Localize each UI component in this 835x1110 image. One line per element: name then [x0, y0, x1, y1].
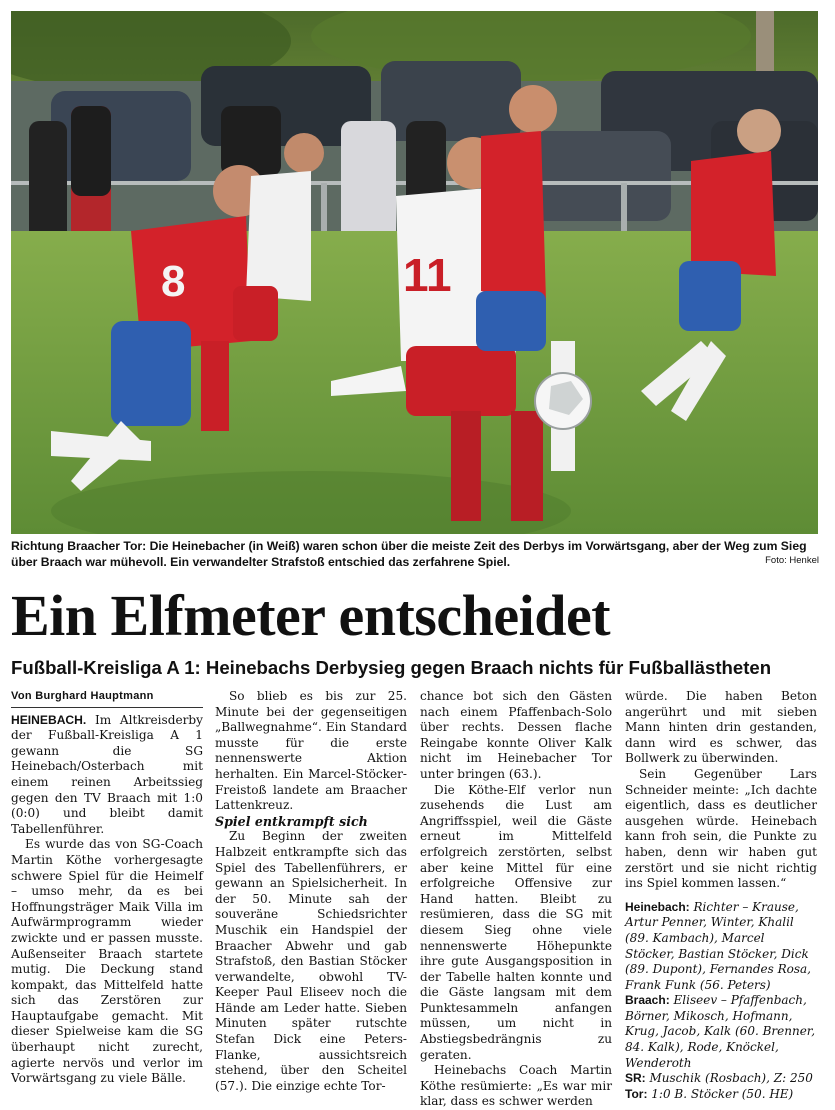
lineup-referee-label: SR:	[625, 1071, 646, 1086]
lineup-goal	[625, 1087, 817, 1103]
lineup-referee-text: Muschik (Rosbach), Z: 250	[649, 1071, 813, 1086]
photo-credit: Foto: Henkel	[765, 555, 819, 566]
article-paragraph: Sein Gegenüber Lars Schneider meinte: „Ich dachte eigentlich, dass es deutlicher ausgehen würde. Heinebach kann froh sein, die Punkte zu haben, denn wir haben gut zerstört und sie nicht richtig ins Spiel kommen lassen.“	[625, 766, 817, 891]
subheadline: Fußball-Kreisliga A 1: Heinebachs Derbysieg gegen Braach nichts für Fußballästheten	[11, 657, 772, 678]
lineup-home-label: Heinebach:	[625, 899, 690, 914]
article-paragraph: Es wurde das von SG-Coach Martin Köthe vorhergesagte schwere Spiel für die Heimelf – umso mehr, da es bei Hoffnungsträger Maik Villa im Aufwärmprogramm wieder zwickte und er passen musste. Außenseiter Braach startete mutig. Die Deckung stand kompakt, das Mittelfeld hatte sich das Zerstören zur Hauptaufgabe gemacht. Mit dieser Spielweise kam die SG überhaupt nicht zurecht, agierte nervös und verlor im Vorwärtsgang zu viele Bälle.	[11, 837, 203, 1086]
article-column-2	[215, 689, 407, 1094]
dateline: HEINEBACH.	[11, 712, 87, 727]
lineup-away-text: Eliseev – Pfaffenbach, Börner, Mikosch, Hofmann, Krug, Jacob, Kalk (60. Brenner, 84. Kalk), Rode, Knöckel, Wenderoth	[625, 993, 816, 1070]
article-paragraph: So blieb es bis zur 25. Minute bei der gegenseitigen „Ballwegnahme“. Ein Standard musste für die erste nennenswerte Aktion herhalten. Ein Marcel-Stöcker-Freistoß landete am Braacher Lattenkreuz.	[215, 689, 407, 813]
lineup-box	[625, 900, 817, 1103]
article-column-4	[625, 689, 817, 1102]
match-photo-illustration	[11, 11, 818, 534]
crosshead: Spiel entkrampft sich	[215, 813, 368, 829]
lineup-home-text: Richter – Krause, Artur Penner, Winter, Khalil (89. Kambach), Marcel Stöcker, Bastian Stöcker, Dick (89. Dupont), Fernandes Rosa, Frank Funk (56. Peters)	[625, 899, 811, 992]
match-photo	[11, 11, 818, 534]
lineup-away-label: Braach:	[625, 993, 670, 1008]
lineup-referee	[625, 1071, 817, 1087]
byline: Von Burghard Hauptmann	[11, 689, 203, 708]
article-paragraph: Die Köthe-Elf verlor nun zusehends die Lust am Angriffsspiel, weil die Gäste erneut im Mittelfeld erfolgreich zerstörten, selbst aber keine Mittel für eine erfolgreiche Offensive zur Hand hatten. Bleibt zu resümieren, dass die SG mit diesem Sieg ohne viele nennenswerte Höhepunkte ihre gute Ausgangsposition in der Tabelle halten konnte und die Gäste langsam mit dem Punktesammeln anfangen müssen, um nicht in Abstiegsbedrängnis zu geraten.	[420, 782, 612, 1062]
caption-text: Richtung Braacher Tor: Die Heinebacher (in Weiß) waren schon über die meiste Zeit des Derbys im Vorwärtsgang, aber der Weg zum Sieg über Braach war mühevoll. Ein verwandelter Strafstoß entschied das zerfahrene Spiel.	[11, 539, 807, 569]
article-paragraph: chance bot sich den Gästen nach einem Pfaffenbach-Solo über rechts. Dessen flache Reingabe konnte Oliver Kalk nicht im Heinebacher Tor unter bringen (63.).	[420, 689, 612, 781]
article-paragraph: Heinebachs Coach Martin Köthe resümierte: „Es war mir klar, dass es schwer werden	[420, 1063, 612, 1109]
article-column-3	[420, 689, 612, 1110]
lineup-away	[625, 993, 817, 1071]
headline: Ein Elfmeter entscheidet	[11, 583, 611, 648]
lineup-goal-text: 1:0 B. Stöcker (50. HE)	[651, 1086, 794, 1101]
article-paragraph: Zu Beginn der zweiten Halbzeit entkrampfte sich das Spiel des Tabellenführers, er gewann an Spielsicherheit. In der 50. Minute sah der souveräne Schiedsrichter Muschik ein Handspiel der Braacher Abwehr und gab Strafstoß, den Bastian Stöcker verwandelte, obwohl TV-Keeper Paul Eliseev noch die Hände am Leder hatte. Sieben Minuten später rutschte Stefan Dick eine Peters-Flanke, aussichtsreich stehend, über den Scheitel (57.). Die einzige echte Tor-	[215, 829, 407, 1093]
paragraph-text: Im Altkreisderby der Fußball-Kreisliga A 1 gewann die SG Heinebach/Osterbach mit einem reinen Arbeitssieg gegen den TV Braach mit 1:0 (0:0) und bleibt damit Tabellenführer.	[11, 712, 203, 836]
jersey-number-8: 8	[161, 257, 186, 306]
lineup-home	[625, 900, 817, 994]
lineup-goal-label: Tor:	[625, 1086, 648, 1101]
jersey-number-11: 11	[403, 249, 452, 301]
article-column-1	[11, 689, 203, 1087]
article-paragraph	[11, 713, 203, 838]
article-paragraph: würde. Die haben Beton angerührt und mit sieben Mann hinten drin gestanden, dann wird es schwer, das Bollwerk zu überwinden.	[625, 689, 817, 766]
photo-caption	[11, 538, 819, 570]
